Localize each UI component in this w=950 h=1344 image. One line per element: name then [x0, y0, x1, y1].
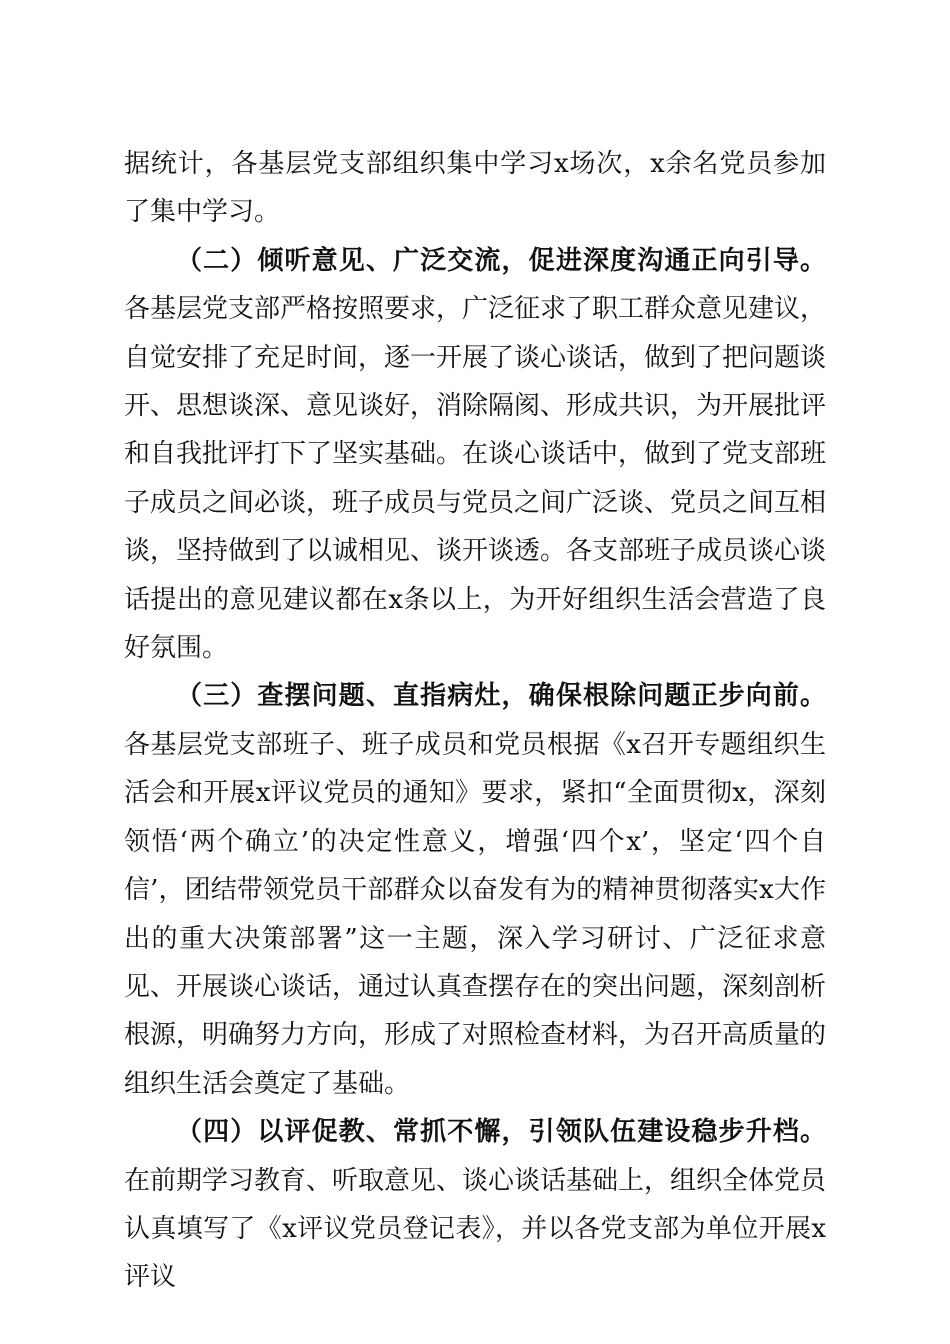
- section-heading: （四）以评促教、常抓不懈，引领队伍建设稳步升档。: [176, 1117, 826, 1148]
- paragraph-text: 据统计，各基层党支部组织集中学习x场次，x余名党员参加了集中学习。: [124, 149, 826, 228]
- paragraph-text: 在前期学习教育、听取意见、谈心谈话基础上，组织全体党员认真填写了《x评议党员登记表》，并以各党支部为单位开展x评议: [124, 1165, 827, 1293]
- paragraph-section-2: [124, 237, 826, 673]
- paragraph-section-3: [124, 672, 826, 1108]
- document-page: [124, 140, 826, 1302]
- paragraph-text: 各基层党支部班子、班子成员和党员根据《x召开专题组织生活会和开展x评议党员的通知》要求，紧扣“全面贯彻x，深刻领悟‘两个确立’的决定性意义，增强‘四个x’，坚定‘四个自信’，团结带领党员干部群众以奋发有为的精神贯彻落实x大作出的重大决策部署”这一主题，深入学习研讨、广泛征求意见、开展谈心谈话，通过认真查摆存在的突出问题，深刻剖析根源，明确努力方向，形成了对照检查材料，为召开高质量的组织生活会奠定了基础。: [124, 729, 827, 1099]
- paragraph-text: 各基层党支部严格按照要求，广泛征求了职工群众意见建议，自觉安排了充足时间，逐一开展了谈心谈话，做到了把问题谈开、思想谈深、意见谈好，消除隔阂、形成共识，为开展批评和自我批评打下了坚实基础。在谈心谈话中，做到了党支部班子成员之间必谈，班子成员与党员之间广泛谈、党员之间互相谈，坚持做到了以诚相见、谈开谈透。各支部班子成员谈心谈话提出的意见建议都在x条以上，为开好组织生活会营造了良好氛围。: [124, 294, 827, 664]
- paragraph-continued: [124, 140, 826, 237]
- paragraph-section-4: [124, 1108, 826, 1302]
- section-heading: （三）查摆问题、直指病灶，确保根除问题正步向前。: [176, 681, 826, 712]
- section-heading: （二）倾听意见、广泛交流，促进深度沟通正向引导。: [176, 245, 826, 276]
